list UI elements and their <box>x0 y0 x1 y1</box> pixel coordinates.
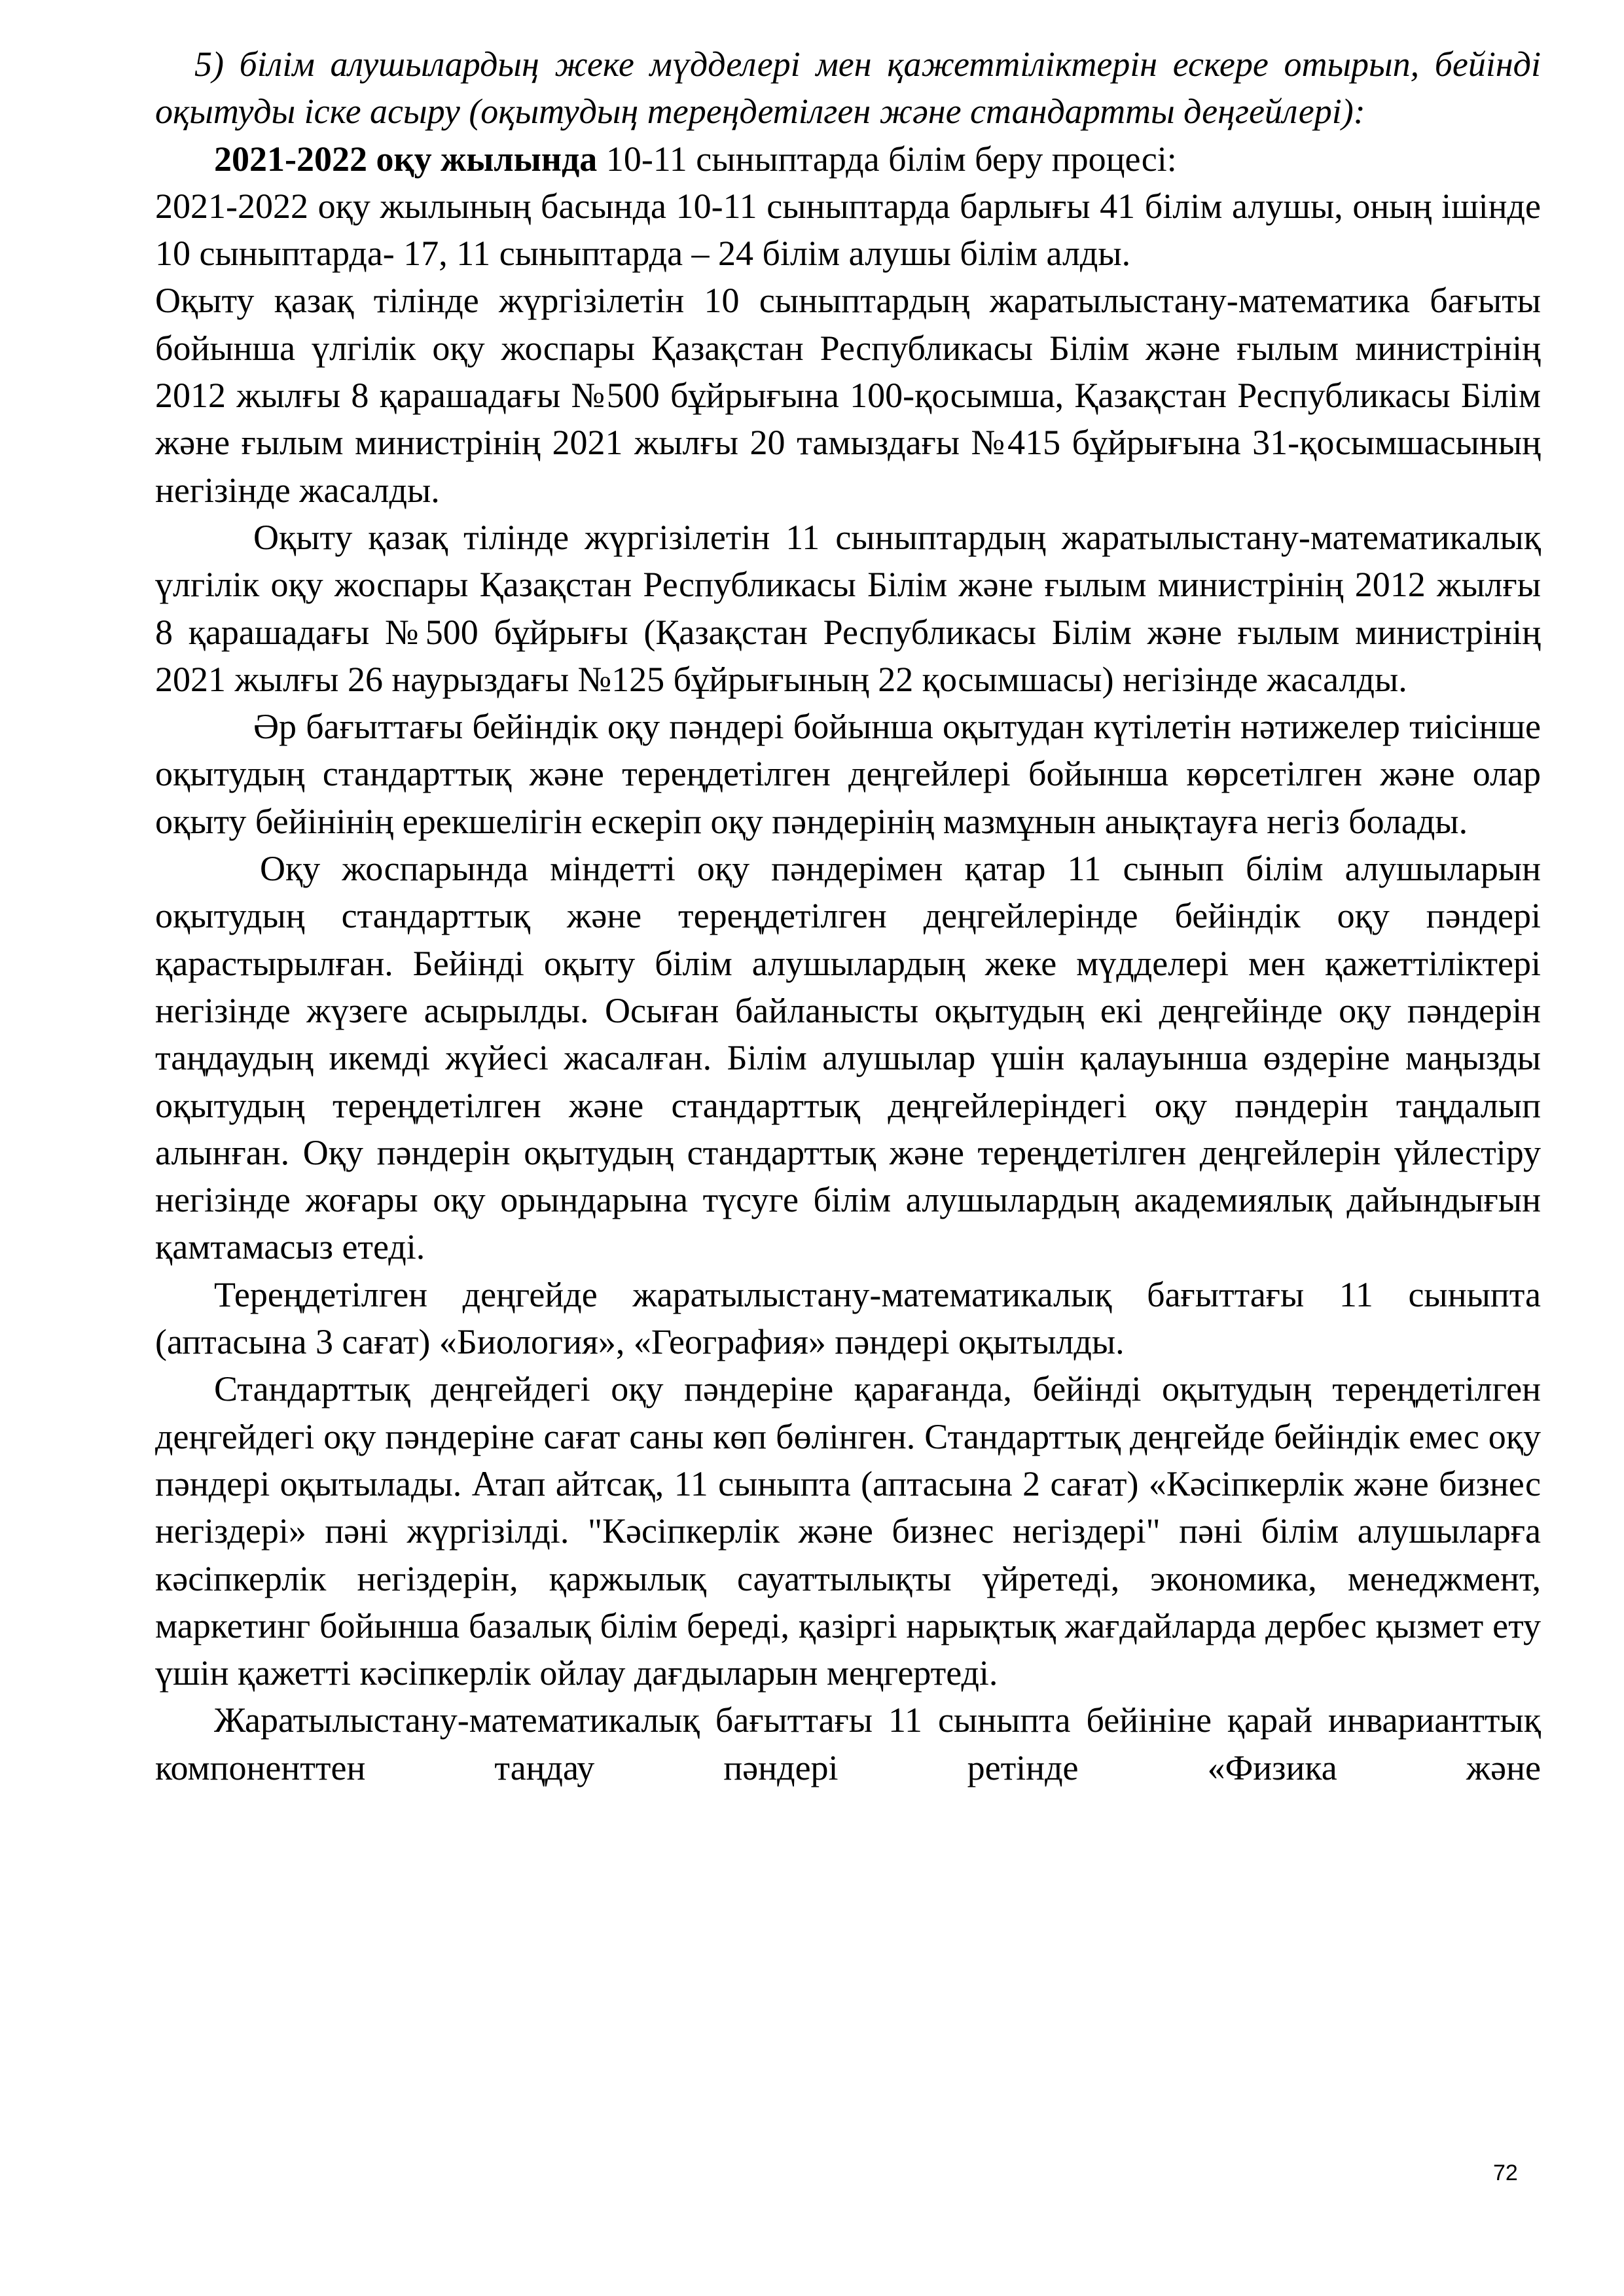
paragraph-grade11-plan: Оқыту қазақ тілінде жүргізілетін 11 сыныптардың жаратылыстану-математикалық үлгілік оқу жоспары Қазақстан Республикасы Білім және ғылым министрінің 2012 жылғы 8 қарашадағы №500 бұйрығы (Қазақстан Республикасы Білім және ғылым министрінің 2021 жылғы 26 наурыздағы №125 бұйрығының 22 қосымшасы) негізінде жасалды. <box>155 517 1541 699</box>
paragraph-curriculum: Оқу жоспарында міндетті оқу пәндерімен қатар 11 сынып білім алушыларын оқытудың стандарттық және тереңдетілген деңгейлерінде бейіндік оқу пәндері қарастырылған. Бейінді оқыту білім алушылардың жеке мүдделері мен қажеттіліктері негізінде жүзеге асырылды. Осыған байланысты оқытудың екі деңгейінде оқу пәндерін таңдаудың икемді жүйесі жасалған. Білім алушылар үшін қалауынша өздеріне маңызды оқытудың тереңдетілген және стандарттық деңгейлеріндегі оқу пәндерін таңдалып алынған. Оқу пәндерін оқытудың стандарттық және тереңдетілген деңгейлерін үйлестіру негізінде жоғары оқу орындарына түсуге білім алушылардың академиялық дайындығын қамтамасыз етеді. <box>155 849 1541 1267</box>
paragraph-elective: Жаратылыстану-математикалық бағыттағы 11 сыныпта бейініне қарай инварианттық компоненттен таңдау пәндері ретінде «Физика және <box>155 1700 1541 1787</box>
paragraph-grade10-plan: Оқыту қазақ тілінде жүргізілетін 10 сыныптардың жаратылыстану-математика бағыты бойынша үлгілік оқу жоспары Қазақстан Республикасы Білім және ғылым министрінің 2012 жылғы 8 қарашадағы №500 бұйрығына 100-қосымша, Қазақстан Республикасы Білім және ғылым министрінің 2021 жылғы 20 тамыздағы №415 бұйрығына 31-қосымшасының негізінде жасалды. <box>155 281 1541 510</box>
year-paragraph <box>155 135 1541 183</box>
paragraph-expected-results: Әр бағыттағы бейіндік оқу пәндері бойынша оқытудан күтілетін нәтижелер тиісінше оқытудың стандарттық және тереңдетілген деңгейлері бойынша көрсетілген және олар оқыту бейінінің ерекшелігін ескеріп оқу пәндерінің мазмұнын анықтауға негіз болады. <box>155 707 1541 841</box>
year-text: 10-11 сыныптарда білім беру процесі: <box>597 139 1177 179</box>
page-number: 72 <box>1493 2161 1518 2185</box>
year-label: 2021-2022 оқу жылында <box>214 139 598 179</box>
list-item-heading: 5) білім алушылардың жеке мүдделері мен қажеттіліктерін ескере отырып, бейінді оқытуды іске асыру (оқытудың тереңдетілген және стандартты деңгейлері): <box>155 45 1541 132</box>
paragraph-deep-level: Тереңдетілген деңгейде жаратылыстану-математикалық бағыттағы 11 сыныпта (аптасына 3 сағат) «Биология», «География» пәндері оқытылды. <box>155 1274 1541 1362</box>
paragraph-count: 2021-2022 оқу жылының басында 10-11 сыныптарда барлығы 41 білім алушы, оның ішінде 10 сыныптарда- 17, 11 сыныптарда – 24 білім алушы білім алды. <box>155 186 1541 274</box>
paragraph-standard-level: Стандарттық деңгейдегі оқу пәндеріне қарағанда, бейінді оқытудың тереңдетілген деңгейдегі оқу пәндеріне сағат саны көп бөлінген. Стандарттық деңгейде бейіндік емес оқу пәндері оқытылады. Атап айтсақ, 11 сыныпта (аптасына 2 сағат) «Кәсіпкерлік және бизнес негіздері» пәні жүргізілді. "Кәсіпкерлік және бизнес негіздері" пәні білім алушыларға кәсіпкерлік негіздерін, қаржылық сауаттылықты үйретеді, экономика, менеджмент, маркетинг бойынша базалық білім береді, қазіргі нарықтық жағдайларда дербес қызмет ету үшін қажетті кәсіпкерлік ойлау дағдыларын меңгертеді. <box>155 1369 1541 1693</box>
document-page <box>155 41 1541 1791</box>
